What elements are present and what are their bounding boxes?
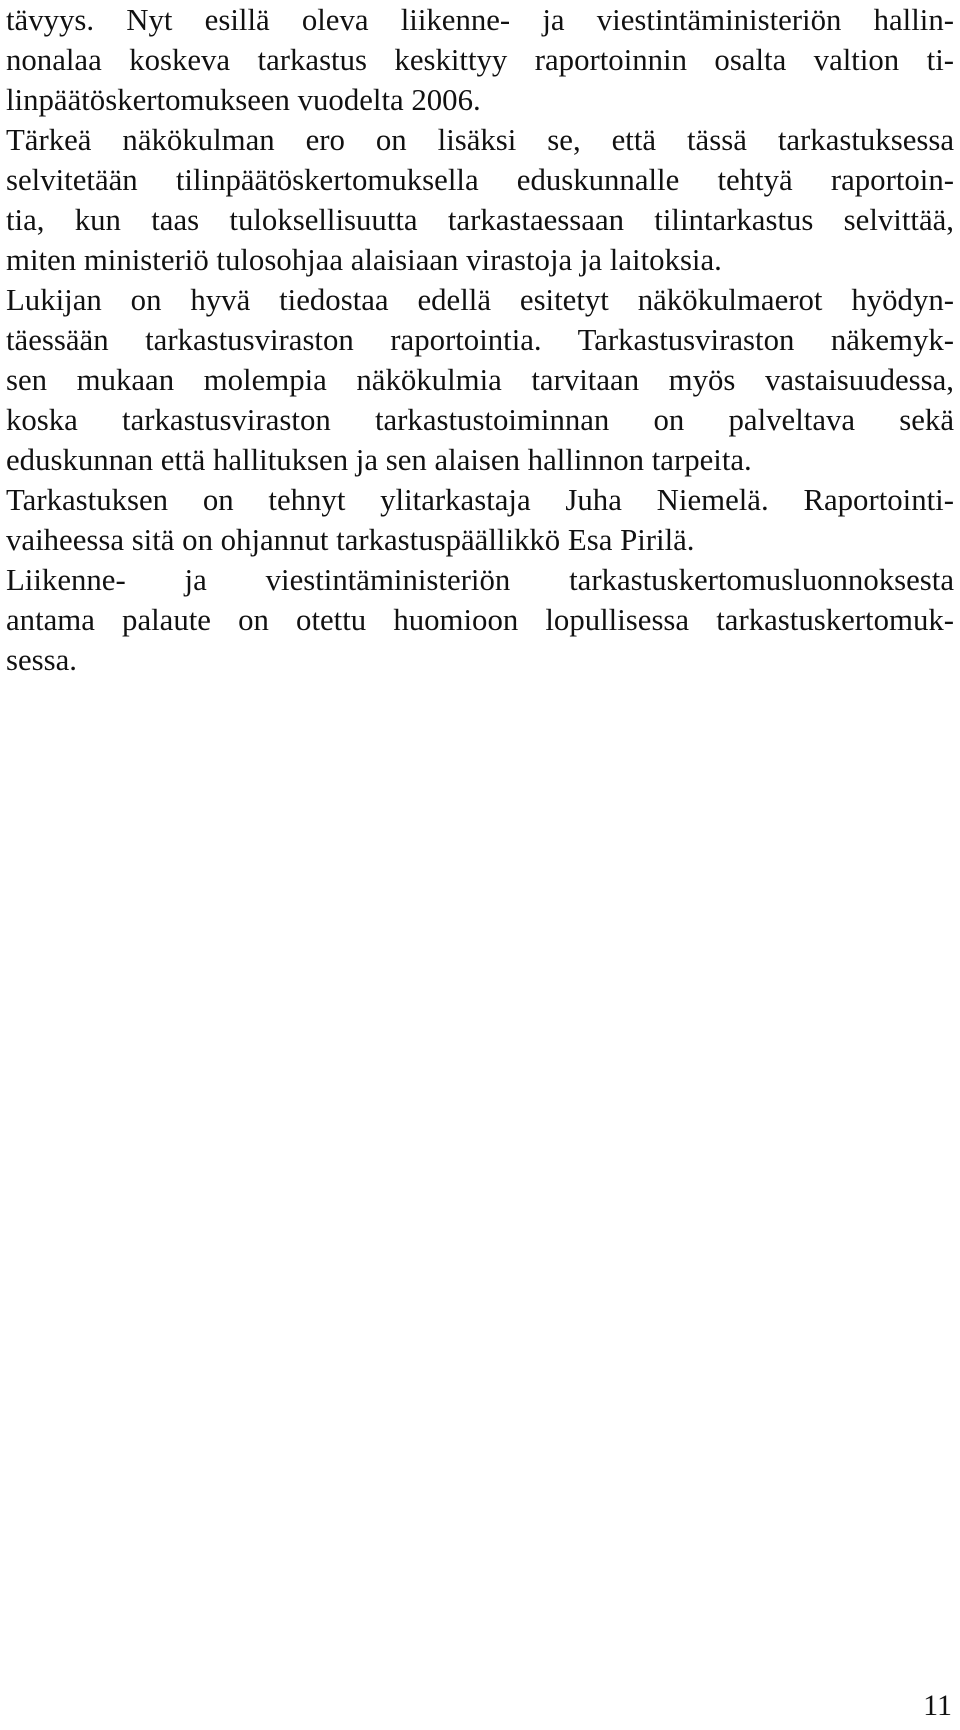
text-line: täessään tarkastusviraston raportointia. Tarkastusviraston näkemyk- [6, 323, 954, 357]
page-number: 11 [923, 1689, 952, 1722]
text-line: koska tarkastusviraston tarkastustoiminnan on palveltava sekä [6, 403, 954, 437]
text-line: nonalaa koskeva tarkastus keskittyy raportoinnin osalta valtion ti- [6, 43, 954, 77]
text-line: Tarkastuksen on tehnyt ylitarkastaja Juha Niemelä. Raportointi- [6, 483, 954, 517]
text-line: Lukijan on hyvä tiedostaa edellä esitetyt näkökulmaerot hyödyn- [6, 283, 954, 317]
text-line: linpäätöskertomukseen vuodelta 2006. [6, 83, 481, 117]
text-line: selvitetään tilinpäätöskertomuksella eduskunnalle tehtyä raportoin- [6, 163, 954, 197]
text-line: miten ministeriö tulosohjaa alaisiaan virastoja ja laitoksia. [6, 243, 722, 277]
text-line: sessa. [6, 643, 77, 677]
text-line: Tärkeä näkökulman ero on lisäksi se, että tässä tarkastuksessa [6, 123, 954, 157]
text-line: eduskunnan että hallituksen ja sen alaisen hallinnon tarpeita. [6, 443, 752, 477]
text-line: tävyys. Nyt esillä oleva liikenne- ja viestintäministeriön hallin- [6, 3, 954, 37]
text-line: Liikenne- ja viestintäministeriön tarkastuskertomusluonnoksesta [6, 563, 954, 597]
text-line: antama palaute on otettu huomioon lopullisessa tarkastuskertomuk- [6, 603, 954, 637]
text-line: sen mukaan molempia näkökulmia tarvitaan myös vastaisuudessa, [6, 363, 954, 397]
text-line: vaiheessa sitä on ohjannut tarkastuspäällikkö Esa Pirilä. [6, 523, 695, 557]
text-line: tia, kun taas tuloksellisuutta tarkastaessaan tilintarkastus selvittää, [6, 203, 954, 237]
